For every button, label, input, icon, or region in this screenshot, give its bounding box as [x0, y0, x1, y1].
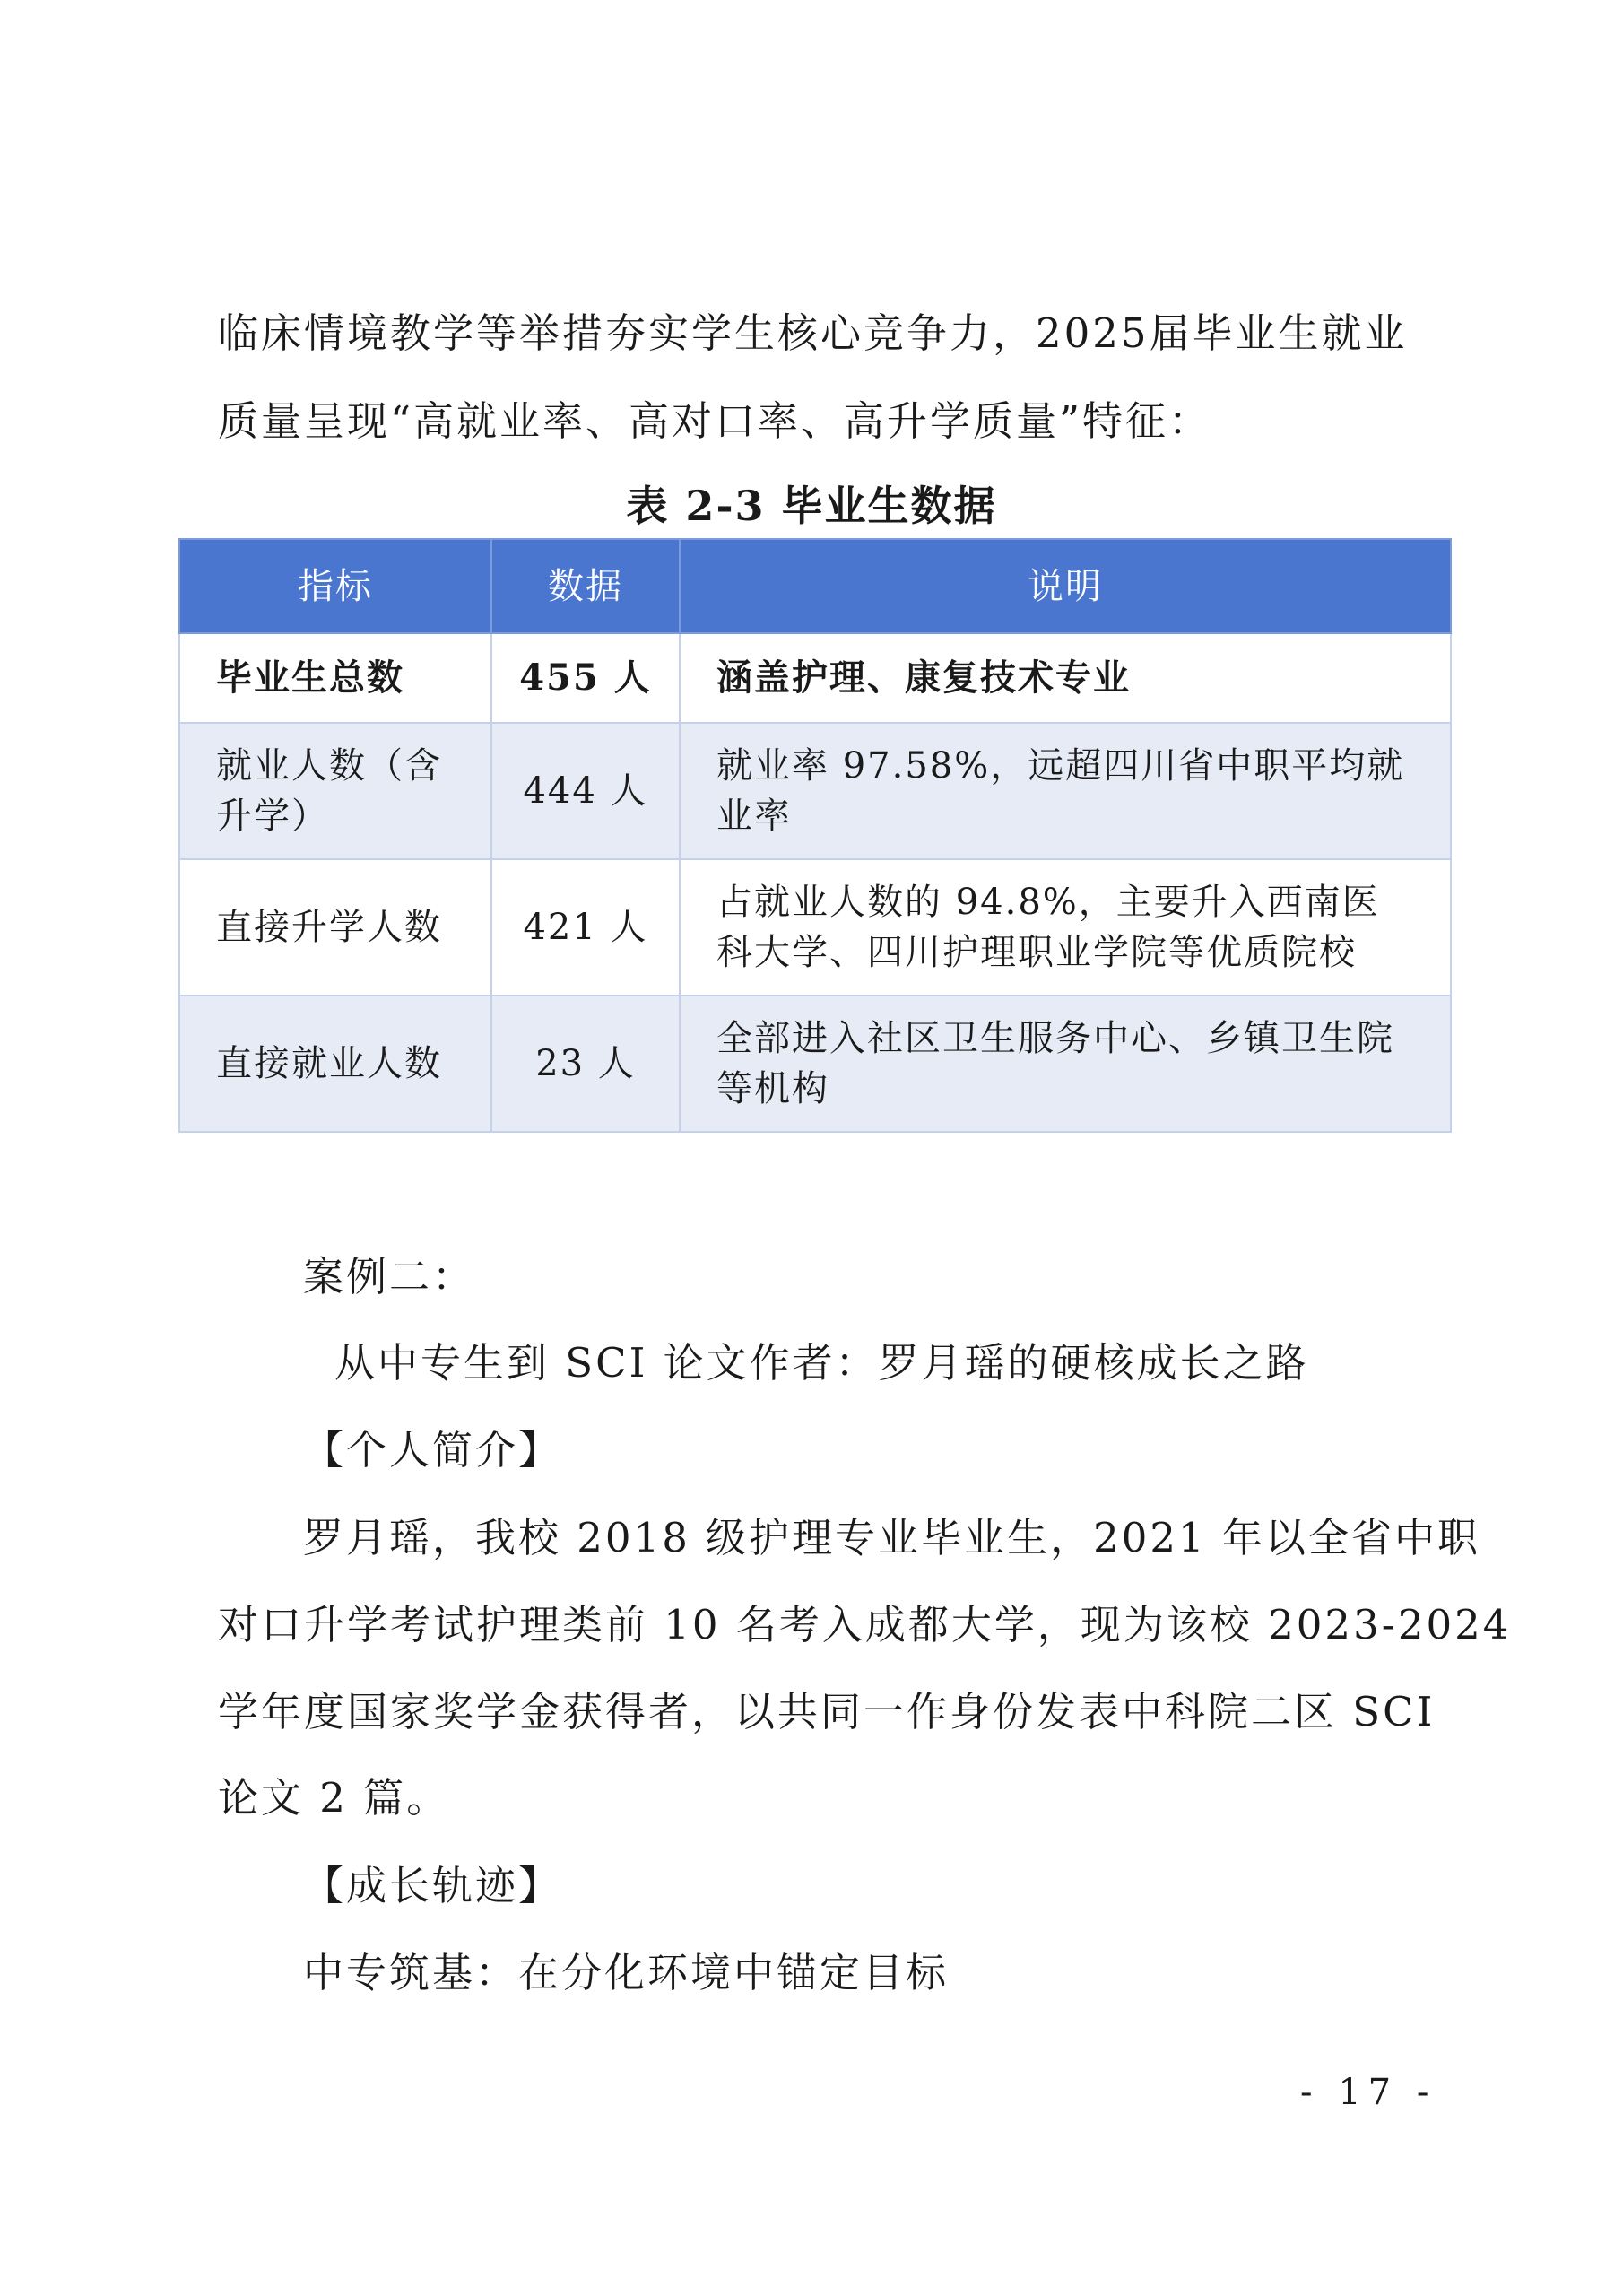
bio-line-3: 学年度国家奖学金获得者，以共同一作身份发表中科院二区 SCI [218, 1688, 1436, 1735]
cell-note: 就业率 97.58%，远超四川省中职平均就业率 [680, 723, 1451, 859]
cell-indicator: 毕业生总数 [179, 633, 491, 723]
table-header-row [179, 539, 1451, 633]
table-row [179, 859, 1451, 996]
section-profile-heading: 【个人简介】 [303, 1426, 562, 1474]
intro-line-2: 质量呈现“高就业率、高对口率、高升学质量”特征： [218, 397, 1212, 445]
bio-line-4: 论文 2 篇。 [218, 1774, 450, 1822]
growth-subheading: 中专筑基：在分化环境中锚定目标 [303, 1949, 950, 1996]
cell-value: 421 人 [491, 859, 680, 996]
cell-value: 444 人 [491, 723, 680, 859]
cell-indicator: 直接升学人数 [179, 859, 491, 996]
case-label: 案例二： [303, 1253, 476, 1300]
bio-line-2: 对口升学考试护理类前 10 名考入成都大学，现为该校 2023-2024 [218, 1601, 1512, 1648]
case-title: 从中专生到 SCI 论文作者：罗月瑶的硬核成长之路 [334, 1339, 1309, 1387]
cell-note: 占就业人数的 94.8%，主要升入西南医科大学、四川护理职业学院等优质院校 [680, 859, 1451, 996]
cell-note: 涵盖护理、康复技术专业 [680, 633, 1451, 723]
cell-indicator: 就业人数（含升学） [179, 723, 491, 859]
bio-line-1: 罗月瑶，我校 2018 级护理专业毕业生，2021 年以全省中职 [303, 1514, 1480, 1561]
header-note: 说明 [680, 539, 1451, 633]
table-row [179, 723, 1451, 859]
header-indicator: 指标 [179, 539, 491, 633]
cell-indicator: 直接就业人数 [179, 996, 491, 1132]
header-value: 数据 [491, 539, 680, 633]
intro-line-1: 临床情境教学等举措夯实学生核心竞争力，2025届毕业生就业 [218, 309, 1408, 357]
cell-note: 全部进入社区卫生服务中心、乡镇卫生院等机构 [680, 996, 1451, 1132]
cell-value: 23 人 [491, 996, 680, 1132]
cell-value: 455 人 [491, 633, 680, 723]
table-row [179, 633, 1451, 723]
table-caption: 表 2-3 毕业生数据 [626, 482, 997, 530]
page-number: - 17 - [1300, 2072, 1436, 2113]
section-growth-heading: 【成长轨迹】 [303, 1862, 562, 1909]
graduate-data-table [178, 538, 1452, 1133]
table-row [179, 996, 1451, 1132]
